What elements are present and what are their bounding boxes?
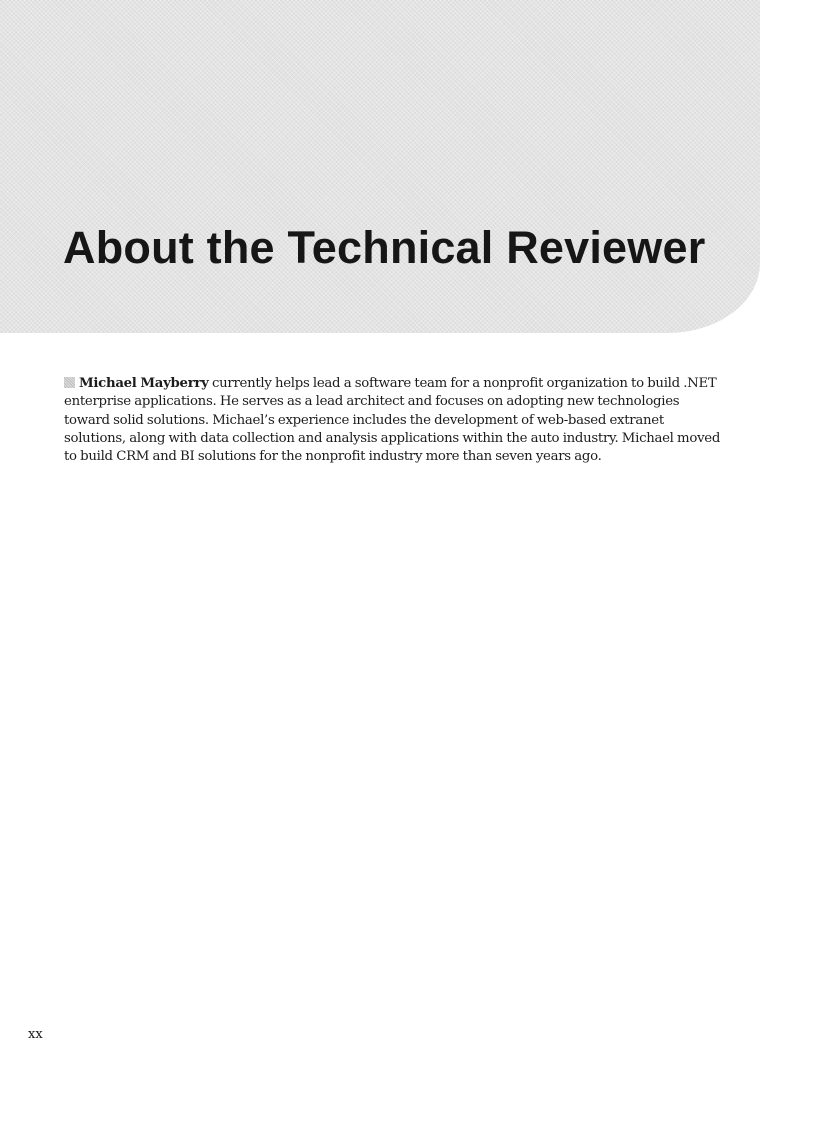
bullet-square-icon (64, 377, 75, 388)
chapter-title: About the Technical Reviewer (63, 222, 706, 273)
chapter-header-band (0, 0, 760, 333)
page-number: xx (28, 1027, 43, 1042)
reviewer-bio-paragraph (64, 375, 724, 466)
reviewer-bio-text: currently helps lead a software team for a nonprofit organization to build .NET enterprise applications. He serves as a lead architect and focuses on adopting new technologies toward solid solutions. Michael’s experience includes the development of web-based extranet solutions, along with data collection and analysis applications within the auto industry. Michael moved to build CRM and BI solutions for the nonprofit industry more than seven years ago. (64, 376, 721, 465)
reviewer-name: Michael Mayberry (79, 376, 209, 391)
